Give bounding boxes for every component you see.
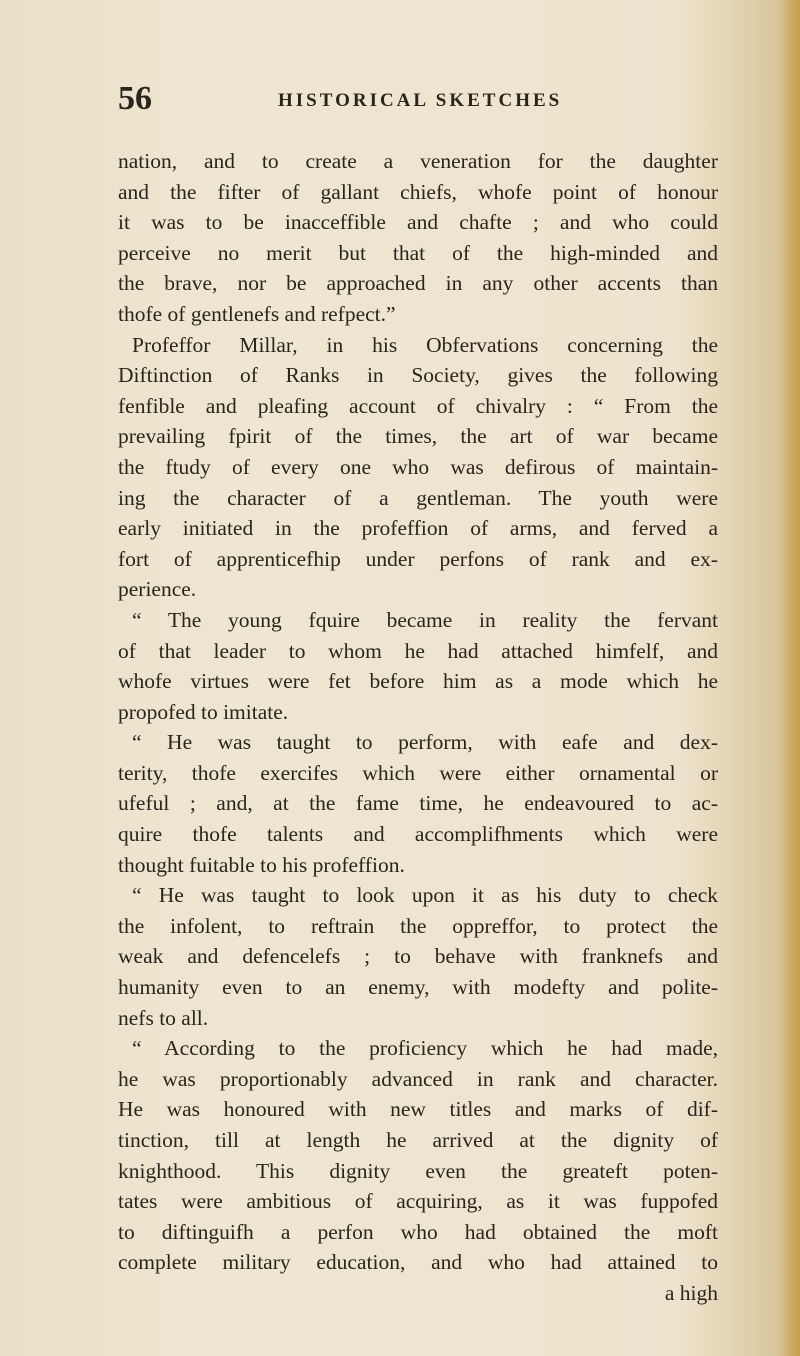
text-line: thought fuitable to his profeffion. [118,852,405,877]
text-line: weak and defencelefs ; to behave with franknefs and [118,944,718,969]
text-line: ing the character of a gentleman. The youth were [118,485,718,510]
catchword: a high [664,1280,718,1305]
text-line: propofed to imitate. [118,699,289,724]
text-line: tinction, till at length he arrived at the dignity of [118,1128,718,1152]
text-line: perceive no merit but that of the high-minded and [118,240,718,265]
text-line: Diftinction of Ranks in Society, gives the following [118,363,718,388]
text-line: prevailing fpirit of the times, the art of war became [118,424,718,449]
text-line: of that leader to whom he had attached himfelf, and [118,638,718,663]
text-line: complete military education, and who had attained to [118,1250,718,1275]
text-line: “ He was taught to look upon it as his duty to check [132,883,718,908]
text-line: the brave, nor be approached in any other accents than [118,271,718,296]
text-line: nation, and to create a veneration for the daughter [118,149,718,173]
text-line: to diftinguifh a perfon who had obtained the moft [118,1219,718,1244]
text-line: early initiated in the profeffion of arms, and ferved a [118,516,718,541]
text-line: perience. [118,577,197,602]
text-line: he was proportionably advanced in rank and character. [118,1066,718,1091]
text-line: whofe virtues were fet before him as a mode which he [118,669,718,694]
text-line: tates were ambitious of acquiring, as it was fuppofed [118,1189,718,1214]
page-number: 56 [118,80,152,117]
text-line: ufeful ; and, at the fame time, he endeavoured to ac- [118,791,718,816]
text-line: the ftudy of every one who was defirous of maintain- [118,454,718,479]
text-line: fenfible and pleafing account of chivalry : “ From the [118,393,718,418]
text-line: “ He was taught to perform, with eafe and dex- [132,730,718,755]
text-line: humanity even to an enemy, with modefty and polite- [118,975,718,1000]
running-head: HISTORICAL SKETCHES [278,90,563,111]
text-line: and the fifter of gallant chiefs, whofe point of honour [118,179,718,204]
text-line: knighthood. This dignity even the greateft poten- [118,1158,718,1183]
body-text [118,146,718,1309]
text-line: nefs to all. [118,1005,209,1030]
page-edge-stain [782,0,800,1356]
text-line: the infolent, to reftrain the oppreffor, to protect the [118,913,718,938]
text-line: Profeffor Millar, in his Obfervations concerning the [132,332,718,357]
page-header [118,80,718,120]
text-line: it was to be inacceffible and chafte ; and who could [118,210,718,235]
text-line: terity, thofe exercifes which were either ornamental or [118,760,718,785]
text-line: thofe of gentlenefs and refpect.” [118,301,396,326]
text-line: “ According to the proficiency which he had made, [132,1036,718,1061]
text-line: fort of apprenticefhip under perfons of rank and ex- [118,546,718,571]
text-line: quire thofe talents and accomplifhments which were [118,822,718,847]
text-line: He was honoured with new titles and marks of dif- [118,1097,718,1122]
text-line: “ The young fquire became in reality the fervant [132,607,718,632]
